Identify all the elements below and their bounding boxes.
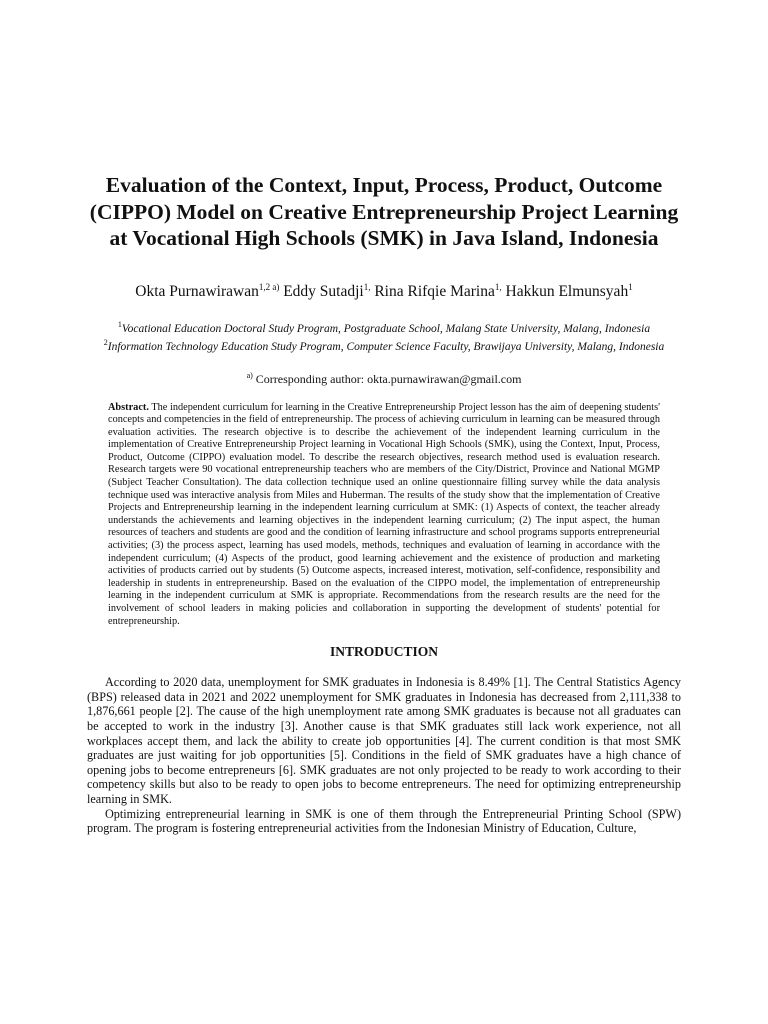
author-affiliation-mark: 1,: [363, 281, 371, 292]
author-name: Hakkun Elmunsyah: [505, 282, 629, 300]
abstract-text: The independent curriculum for learning in the Creative Entrepreneurship Project lesson has the aim of deepening students' concepts and competencies in the field of entrepreneurship. The process of achieving curriculum in learning can be measured through evaluation activities. The research objective is to describe the achievement of the independent learning curriculum in the implementation of Creative Entrepreneurship Project learning in Vocational High Schools (SMK), using the Context, Input, Process, Product, Outcome (CIPPO) evaluation model. To describe the research objectives, research method used is evaluation research. Research targets were 90 vocational entrepreneurship teachers who are members of the City/District, Province and National MGMP (Subject Teacher Consultation). The data collection technique used an online questionnaire filling survey while the data analysis technique used was interactive analysis from Miles and Huberman. The results of the study show that the implementation of Creative Projects and Entrepreneurship learning in the independent learning curriculum at SMK: (1) Aspects of context, the teacher already understands the achievements and learning objectives in the independent learning curriculum; (2) The input aspect, the human resources of teachers and students are good and the condition of learning infrastructure and school programs supports entrepreneurial activities; (3) the process aspect, learning has used models, methods, techniques and evaluation of learning in accordance with the independent curriculum; (4) Aspects of the product, good learning achievement and the existence of production and marketing activities of products carried out by students (5) Outcome aspects, increased interest, motivation, self-confidence, responsibility and leadership in students in entrepreneurship. Based on the evaluation of the CIPPO model, the implementation of entrepreneurship learning in the independent curriculum at SMK is appropriate. Recommendations from the research results are the need for the involvement of school leaders in making policies and collaboration in supporting the development of students' potential for entrepreneurship.: [108, 401, 660, 627]
author-name: Eddy Sutadji: [283, 282, 364, 300]
affiliation-mark: 1: [117, 319, 122, 329]
affiliation: $^1$Vocational Education Doctoral Study Program, Postgraduate School, Malang State University, Malang, Indonesia: [117, 319, 651, 335]
corresponding-author: $^{a)}$ Corresponding author: okta.purnawirawan@gmail.com: [246, 370, 522, 386]
author-name: Rina Rifqie Marina: [374, 282, 495, 300]
affiliation-list: [87, 318, 681, 354]
abstract-label: Abstract.: [108, 401, 149, 413]
author-affiliation-mark: 1,2 a): [258, 281, 280, 292]
paper-title: Evaluation of the Context, Input, Process, Product, Outcome (CIPPO) Model on Creative Entrepreneurship Project Learning at Vocational High Schools (SMK) in Java Island, Indonesia: [89, 173, 679, 250]
affiliation-mark: 2: [103, 337, 108, 347]
author-name: Okta Purnawirawan: [135, 282, 259, 300]
body-paragraph: Optimizing entrepreneurial learning in SMK is one of them through the Entrepreneurial Printing School (SPW) program. The program is fostering entrepreneurial activities from the Indonesian Ministry of Education, Culture,: [87, 806, 681, 836]
section-heading: INTRODUCTION: [329, 644, 438, 660]
abstract: [108, 402, 660, 629]
body-paragraph: According to 2020 data, unemployment for SMK graduates in Indonesia is 8.49% [1]. The Central Statistics Agency (BPS) released data in 2021 and 2022 unemployment for SMK graduates in Indonesia has decreased from 2,111,338 to 1,876,661 people [2]. The cause of the high unemployment rate among SMK graduates is because not all graduates can be accepted to work in the industry [3]. Another cause is that SMK graduates still lack work experience, not all workplaces accept them, and lack the ability to create job opportunities [4]. The current condition is that most SMK graduates are just waiting for job opportunities [5]. Conditions in the field of SMK graduates have a high chance of opening jobs to become entrepreneurs [6]. SMK graduates are not only projected to be ready to work according to their competency skills but also to be ready to open jobs to become entrepreneurs. The need for optimizing entrepreneurship learning in SMK.: [87, 675, 681, 806]
author-affiliation-mark: 1: [628, 281, 633, 292]
affiliation: $^2$Information Technology Education Study Program, Computer Science Faculty, Brawijaya University, Malang, Indonesia: [103, 337, 665, 353]
author-list: [87, 277, 681, 302]
author-affiliation-mark: 1,: [494, 281, 502, 292]
corresponding-mark: a): [246, 370, 253, 380]
